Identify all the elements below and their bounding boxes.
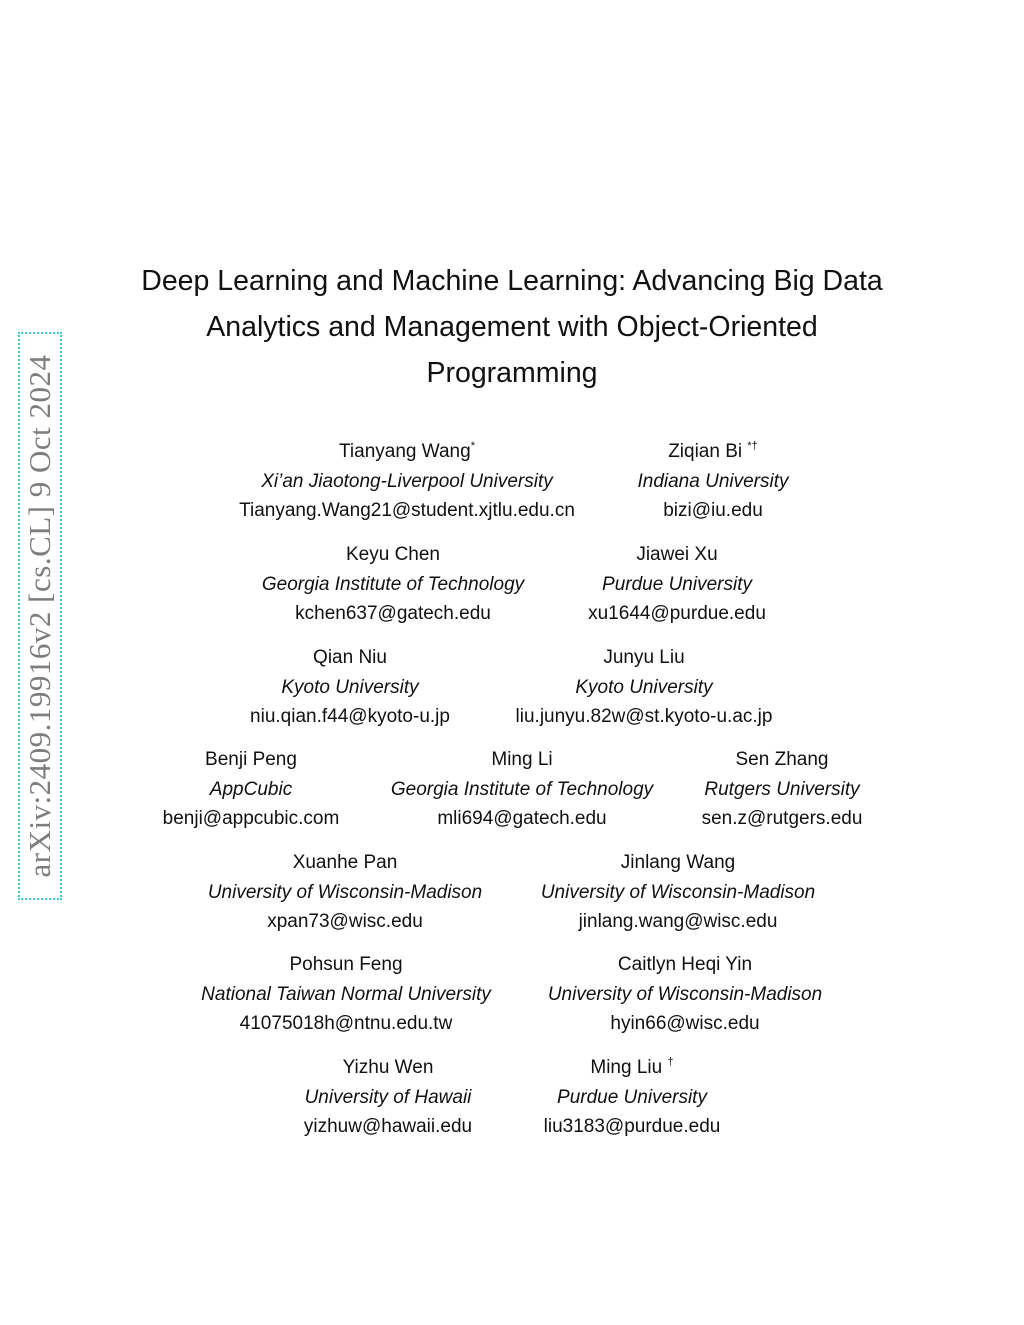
author-name: Ming Li <box>491 749 553 770</box>
author-affiliation: AppCubic <box>209 778 293 800</box>
author-email[interactable]: hyin66@wisc.edu <box>610 1013 760 1034</box>
author-affiliation: Purdue University <box>602 573 752 595</box>
author-email[interactable]: 41075018h@ntnu.edu.tw <box>239 1013 453 1034</box>
author-block <box>304 1053 472 1142</box>
author-name: Jiawei Xu <box>636 544 718 565</box>
author-name: Ming Liu † <box>590 1056 674 1078</box>
author-block <box>702 745 863 834</box>
author-footnote-mark: † <box>667 1056 674 1068</box>
author-name: Ziqian Bi *† <box>668 440 758 462</box>
author-email[interactable]: kchen637@gatech.edu <box>295 603 491 624</box>
arxiv-identifier: arXiv:2409.19916v2 [cs.CL] 9 Oct 2024 <box>22 354 57 878</box>
author-block <box>239 437 575 526</box>
author-block <box>544 1053 721 1142</box>
author-email[interactable]: sen.z@rutgers.edu <box>701 808 863 829</box>
author-name: Pohsun Feng <box>289 954 403 975</box>
author-email[interactable]: niu.qian.f44@kyoto-u.jp <box>250 706 450 727</box>
author-affiliation: Xi’an Jiaotong-Liverpool University <box>261 470 553 492</box>
author-email[interactable]: xu1644@purdue.edu <box>588 603 766 624</box>
author-email[interactable]: liu.junyu.82w@st.kyoto-u.ac.jp <box>515 706 773 727</box>
author-block <box>548 950 822 1039</box>
author-name: Benji Peng <box>205 749 297 770</box>
author-affiliation: Purdue University <box>557 1086 707 1108</box>
author-name: Caitlyn Heqi Yin <box>617 954 753 975</box>
author-name: Yizhu Wen <box>342 1057 434 1078</box>
author-name: Keyu Chen <box>345 544 440 565</box>
author-block <box>262 540 524 629</box>
author-block <box>637 437 788 526</box>
author-affiliation: Rutgers University <box>704 778 860 800</box>
author-block <box>250 643 450 732</box>
author-block <box>163 745 340 834</box>
author-block <box>516 643 773 732</box>
author-email[interactable]: yizhuw@hawaii.edu <box>303 1116 473 1137</box>
author-affiliation: Kyoto University <box>281 676 419 698</box>
author-block <box>541 848 815 937</box>
author-affiliation: University of Wisconsin-Madison <box>547 983 823 1005</box>
author-name: Jinlang Wang <box>620 852 736 873</box>
arxiv-stamp[interactable] <box>18 332 62 900</box>
author-email[interactable]: xpan73@wisc.edu <box>267 911 423 932</box>
author-email[interactable]: liu3183@purdue.edu <box>543 1116 721 1137</box>
author-block <box>201 950 491 1039</box>
author-affiliation: National Taiwan Normal University <box>201 983 491 1005</box>
author-block <box>391 745 653 834</box>
author-affiliation: Indiana University <box>637 470 789 492</box>
author-footnote-mark: *† <box>747 440 758 452</box>
author-footnote-mark: * <box>470 440 475 452</box>
author-affiliation: Georgia Institute of Technology <box>390 778 654 800</box>
author-name: Qian Niu <box>313 647 387 668</box>
paper-title: Deep Learning and Machine Learning: Advancing Big Data Analytics and Management with Object-Oriented Programming <box>141 265 883 389</box>
author-name: Xuanhe Pan <box>292 852 398 873</box>
author-affiliation: University of Hawaii <box>304 1086 472 1108</box>
author-block <box>588 540 766 629</box>
author-email[interactable]: benji@appcubic.com <box>162 808 340 829</box>
author-affiliation: University of Wisconsin-Madison <box>540 881 816 903</box>
author-block <box>208 848 482 937</box>
author-name: Sen Zhang <box>735 749 829 770</box>
author-email[interactable]: mli694@gatech.edu <box>437 808 607 829</box>
author-affiliation: University of Wisconsin-Madison <box>207 881 483 903</box>
author-affiliation: Georgia Institute of Technology <box>261 573 525 595</box>
author-name: Junyu Liu <box>603 647 685 668</box>
author-email[interactable]: Tianyang.Wang21@student.xjtlu.edu.cn <box>239 500 575 521</box>
author-name: Tianyang Wang* <box>339 440 475 462</box>
author-affiliation: Kyoto University <box>575 676 713 698</box>
author-email[interactable]: jinlang.wang@wisc.edu <box>578 911 778 932</box>
author-email[interactable]: bizi@iu.edu <box>663 500 763 521</box>
